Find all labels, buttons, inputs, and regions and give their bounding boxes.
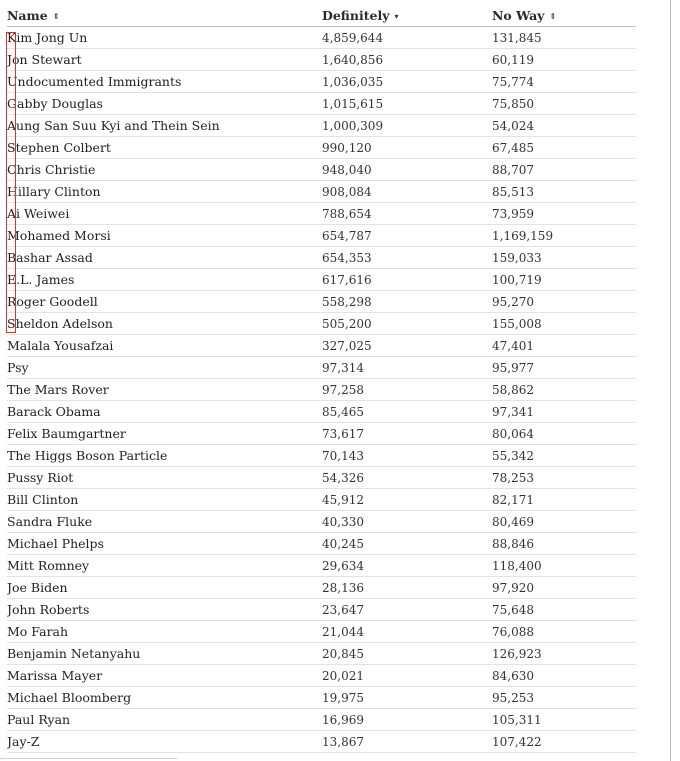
cell-no-way: 88,707 xyxy=(492,159,636,181)
column-header-label: No Way xyxy=(492,7,545,23)
cell-name: Sandra Fluke xyxy=(7,511,322,533)
table-row xyxy=(7,665,636,687)
table-row xyxy=(7,467,636,489)
cell-no-way: 78,253 xyxy=(492,467,636,489)
cell-definitely: 13,867 xyxy=(322,731,492,753)
cell-no-way: 126,923 xyxy=(492,643,636,665)
cell-name: Psy xyxy=(7,357,322,379)
table-row xyxy=(7,49,636,71)
cell-no-way: 80,064 xyxy=(492,423,636,445)
cell-no-way: 95,253 xyxy=(492,687,636,709)
table-row xyxy=(7,93,636,115)
table-row xyxy=(7,159,636,181)
cell-no-way: 97,341 xyxy=(492,401,636,423)
cell-definitely: 788,654 xyxy=(322,203,492,225)
cell-name: Malala Yousafzai xyxy=(7,335,322,357)
cell-definitely: 40,330 xyxy=(322,511,492,533)
table-row xyxy=(7,313,636,335)
cell-definitely: 20,845 xyxy=(322,643,492,665)
table-row xyxy=(7,335,636,357)
table-body xyxy=(7,27,636,753)
cell-no-way: 1,169,159 xyxy=(492,225,636,247)
cell-no-way: 75,850 xyxy=(492,93,636,115)
cell-no-way: 131,845 xyxy=(492,27,636,49)
cell-name: Joe Biden xyxy=(7,577,322,599)
cell-name: Marissa Mayer xyxy=(7,665,322,687)
cell-definitely: 990,120 xyxy=(322,137,492,159)
cell-name: Aung San Suu Kyi and Thein Sein xyxy=(7,115,322,137)
cell-no-way: 76,088 xyxy=(492,621,636,643)
table-row xyxy=(7,533,636,555)
cell-name: Gabby Douglas xyxy=(7,93,322,115)
cell-definitely: 97,314 xyxy=(322,357,492,379)
cell-definitely: 97,258 xyxy=(322,379,492,401)
cell-name: Jon Stewart xyxy=(7,49,322,71)
cell-no-way: 80,469 xyxy=(492,511,636,533)
cell-name: Chris Christie xyxy=(7,159,322,181)
cell-no-way: 58,862 xyxy=(492,379,636,401)
cell-definitely: 54,326 xyxy=(322,467,492,489)
cell-no-way: 55,342 xyxy=(492,445,636,467)
cell-name: Mo Farah xyxy=(7,621,322,643)
cell-definitely: 85,465 xyxy=(322,401,492,423)
sort-both-icon[interactable]: ⇕ xyxy=(549,10,557,21)
table-row xyxy=(7,71,636,93)
poll-results-table xyxy=(7,4,636,753)
cell-name: Felix Baumgartner xyxy=(7,423,322,445)
cell-no-way: 54,024 xyxy=(492,115,636,137)
cell-definitely: 29,634 xyxy=(322,555,492,577)
cell-definitely: 948,040 xyxy=(322,159,492,181)
column-header-label: Name xyxy=(7,7,48,23)
cell-name: The Mars Rover xyxy=(7,379,322,401)
cell-name: Benjamin Netanyahu xyxy=(7,643,322,665)
cell-no-way: 85,513 xyxy=(492,181,636,203)
cell-definitely: 21,044 xyxy=(322,621,492,643)
cell-no-way: 67,485 xyxy=(492,137,636,159)
cell-definitely: 327,025 xyxy=(322,335,492,357)
table-row xyxy=(7,555,636,577)
table-row xyxy=(7,445,636,467)
cell-no-way: 75,648 xyxy=(492,599,636,621)
table-row xyxy=(7,489,636,511)
cell-no-way: 73,959 xyxy=(492,203,636,225)
table-row xyxy=(7,181,636,203)
table-row xyxy=(7,401,636,423)
cell-name: Sheldon Adelson xyxy=(7,313,322,335)
cell-name: Pussy Riot xyxy=(7,467,322,489)
cell-definitely: 23,647 xyxy=(322,599,492,621)
cell-no-way: 75,774 xyxy=(492,71,636,93)
cell-no-way: 95,270 xyxy=(492,291,636,313)
cell-name: Mohamed Morsi xyxy=(7,225,322,247)
cell-name: Undocumented Immigrants xyxy=(7,71,322,93)
cell-no-way: 47,401 xyxy=(492,335,636,357)
cell-definitely: 28,136 xyxy=(322,577,492,599)
cell-definitely: 617,616 xyxy=(322,269,492,291)
table-row xyxy=(7,203,636,225)
cell-name: The Higgs Boson Particle xyxy=(7,445,322,467)
cell-name: Paul Ryan xyxy=(7,709,322,731)
cell-name: Michael Bloomberg xyxy=(7,687,322,709)
sort-both-icon[interactable]: ⇕ xyxy=(52,10,60,21)
cell-no-way: 97,920 xyxy=(492,577,636,599)
cell-definitely: 654,787 xyxy=(322,225,492,247)
cell-no-way: 82,171 xyxy=(492,489,636,511)
cell-name: Bill Clinton xyxy=(7,489,322,511)
cell-definitely: 1,000,309 xyxy=(322,115,492,137)
cell-definitely: 45,912 xyxy=(322,489,492,511)
cell-name: Stephen Colbert xyxy=(7,137,322,159)
cell-name: Mitt Romney xyxy=(7,555,322,577)
cell-name: Roger Goodell xyxy=(7,291,322,313)
column-header-no-way[interactable] xyxy=(492,4,636,27)
table-row xyxy=(7,379,636,401)
table-header-row xyxy=(7,4,636,27)
cell-name: Ai Weiwei xyxy=(7,203,322,225)
page-right-border xyxy=(670,0,671,761)
cell-name: Hillary Clinton xyxy=(7,181,322,203)
cell-name: Bashar Assad xyxy=(7,247,322,269)
cell-name: Jay-Z xyxy=(7,731,322,753)
cell-no-way: 155,008 xyxy=(492,313,636,335)
column-header-label: Definitely xyxy=(322,7,390,23)
cell-no-way: 84,630 xyxy=(492,665,636,687)
table-row xyxy=(7,423,636,445)
cell-definitely: 19,975 xyxy=(322,687,492,709)
cell-definitely: 1,036,035 xyxy=(322,71,492,93)
table-row xyxy=(7,137,636,159)
cell-definitely: 908,084 xyxy=(322,181,492,203)
cell-name: Kim Jong Un xyxy=(7,27,322,49)
cell-name: John Roberts xyxy=(7,599,322,621)
table-row xyxy=(7,225,636,247)
cell-definitely: 20,021 xyxy=(322,665,492,687)
cell-no-way: 95,977 xyxy=(492,357,636,379)
table-row xyxy=(7,643,636,665)
table-row xyxy=(7,687,636,709)
bottom-scroll-edge xyxy=(0,758,177,759)
cell-definitely: 73,617 xyxy=(322,423,492,445)
table-row xyxy=(7,599,636,621)
cell-no-way: 159,033 xyxy=(492,247,636,269)
table-row xyxy=(7,269,636,291)
table-row xyxy=(7,621,636,643)
cell-definitely: 558,298 xyxy=(322,291,492,313)
table-row xyxy=(7,511,636,533)
cell-definitely: 70,143 xyxy=(322,445,492,467)
table-row xyxy=(7,709,636,731)
table-row xyxy=(7,291,636,313)
cell-no-way: 107,422 xyxy=(492,731,636,753)
sort-descending-icon[interactable]: ▾ xyxy=(394,10,399,21)
cell-name: E.L. James xyxy=(7,269,322,291)
cell-no-way: 88,846 xyxy=(492,533,636,555)
table-row xyxy=(7,247,636,269)
cell-no-way: 105,311 xyxy=(492,709,636,731)
cell-definitely: 505,200 xyxy=(322,313,492,335)
cell-definitely: 16,969 xyxy=(322,709,492,731)
cell-definitely: 4,859,644 xyxy=(322,27,492,49)
column-header-definitely[interactable] xyxy=(322,4,492,27)
cell-no-way: 60,119 xyxy=(492,49,636,71)
cell-definitely: 1,640,856 xyxy=(322,49,492,71)
table-row xyxy=(7,27,636,49)
table-row xyxy=(7,115,636,137)
table-row xyxy=(7,357,636,379)
cell-name: Barack Obama xyxy=(7,401,322,423)
cell-definitely: 1,015,615 xyxy=(322,93,492,115)
cell-definitely: 40,245 xyxy=(322,533,492,555)
table-row xyxy=(7,731,636,753)
table-row xyxy=(7,577,636,599)
cell-no-way: 118,400 xyxy=(492,555,636,577)
cell-name: Michael Phelps xyxy=(7,533,322,555)
cell-definitely: 654,353 xyxy=(322,247,492,269)
cell-no-way: 100,719 xyxy=(492,269,636,291)
column-header-name[interactable] xyxy=(7,4,322,27)
